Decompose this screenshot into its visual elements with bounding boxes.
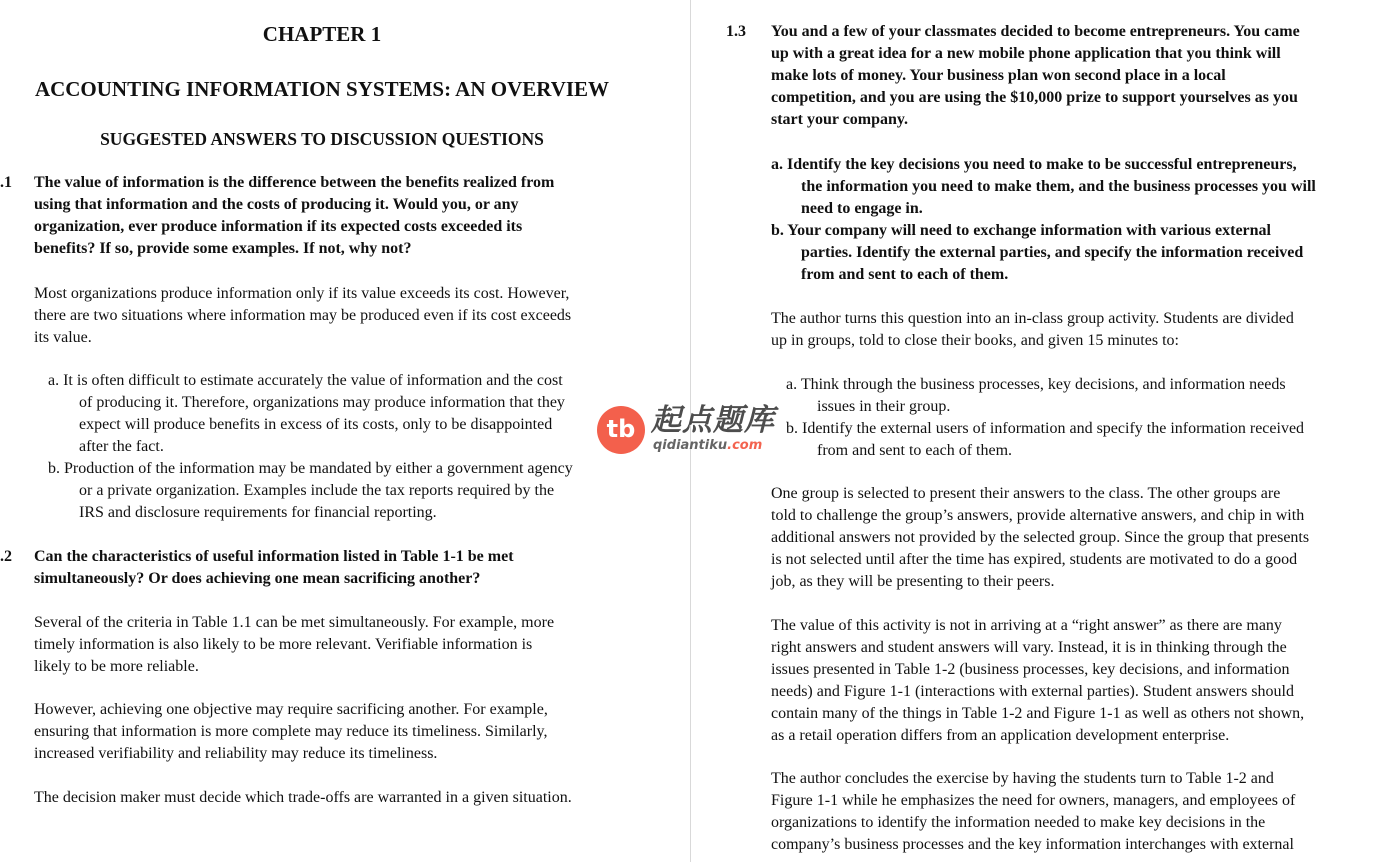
question-text-line: benefits? If so, provide some examples. If not, why not? [34, 240, 412, 257]
question-item-line: need to engage in. [801, 200, 923, 217]
answer-text-line: told to challenge the group’s answers, provide alternative answers, and chip in with [771, 507, 1305, 524]
answer-text-line: However, achieving one objective may require sacrificing another. For example, [34, 701, 548, 718]
question-item-line: a. Identify the key decisions you need to make to be successful entrepreneurs, [771, 156, 1297, 173]
answer-text-line: needs) and Figure 1-1 (interactions with external parties). Student answers should [771, 683, 1294, 700]
question-text-line: The value of information is the difference between the benefits realized from [34, 174, 555, 191]
answer-text-line: The value of this activity is not in arriving at a “right answer” as there are many [771, 617, 1282, 634]
question-text-line: simultaneously? Or does achieving one mean sacrificing another? [34, 570, 481, 587]
chapter-heading: CHAPTER 1 [262, 22, 382, 46]
list-item-line: after the fact. [79, 438, 164, 455]
answer-text-line: Figure 1-1 while he emphasizes the need for owners, managers, and employees of [771, 792, 1296, 809]
question-text-line: Can the characteristics of useful information listed in Table 1-1 be met [34, 548, 514, 565]
left-page [0, 0, 690, 862]
answer-text-line: The author concludes the exercise by having the students turn to Table 1-2 and [771, 770, 1274, 787]
list-item-line: a. Think through the business processes, key decisions, and information needs [786, 376, 1286, 393]
answer-text-line: Most organizations produce information only if its value exceeds its cost. However, [34, 285, 570, 302]
answer-text-line: is not selected until after the time has expired, students are motivated to do a good [771, 551, 1298, 568]
watermark-url-suffix: .com [727, 438, 763, 453]
list-item-line: issues in their group. [817, 398, 951, 415]
list-item-line: a. It is often difficult to estimate accurately the value of information and the cost [48, 372, 563, 389]
answer-text-line: up in groups, told to close their books, and given 15 minutes to: [771, 332, 1179, 349]
list-item-line: b. Production of the information may be mandated by either a government agency [48, 460, 573, 477]
answer-text-line: there are two situations where information may be produced even if its cost exceeds [34, 307, 572, 324]
answer-text-line: contain many of the things in Table 1-2 and Figure 1-1 as well as others not shown, [771, 705, 1305, 722]
watermark-brand: 起点题库 [651, 403, 775, 438]
answer-text-line: right answers and student answers will vary. Instead, it is in thinking through the [771, 639, 1287, 656]
list-item-line: of producing it. Therefore, organizations may produce information that they [79, 394, 565, 411]
list-item-line: or a private organization. Examples include the tax reports required by the [79, 482, 555, 499]
watermark-logo [597, 404, 807, 458]
question-text-line: start your company. [771, 111, 909, 128]
question-text-line: You and a few of your classmates decided to become entrepreneurs. You came [771, 23, 1300, 40]
section-subtitle: SUGGESTED ANSWERS TO DISCUSSION QUESTIONS [100, 129, 544, 149]
answer-text-line: issues presented in Table 1-2 (business processes, key decisions, and information [771, 661, 1290, 678]
answer-text-line: company’s business processes and the key information interchanges with external [771, 836, 1294, 853]
question-item-line: the information you need to make them, and the business processes you will [801, 178, 1316, 195]
list-item-line: from and sent to each of them. [817, 442, 1013, 459]
list-item-line: IRS and disclosure requirements for financial reporting. [79, 504, 437, 521]
question-item-line: from and sent to each of them. [801, 266, 1009, 283]
answer-text-line: increased verifiability and reliability may reduce its timeliness. [34, 745, 438, 762]
question-text-line: make lots of money. Your business plan won second place in a local [771, 67, 1226, 84]
question-item-line: parties. Identify the external parties, and specify the information received [801, 244, 1304, 261]
watermark-url-prefix: qidiantiku [653, 438, 728, 453]
list-item-line: expect will produce benefits in excess of its costs, only to be disappointed [79, 416, 553, 433]
answer-text-line: likely to be more reliable. [34, 658, 199, 675]
answer-text-line: Several of the criteria in Table 1.1 can be met simultaneously. For example, more [34, 614, 555, 631]
list-item-line: b. Identify the external users of information and specify the information received [786, 420, 1305, 437]
chapter-title: ACCOUNTING INFORMATION SYSTEMS: AN OVERVIEW [34, 77, 610, 101]
answer-text-line: organizations to identify the information needed to make key decisions in the [771, 814, 1266, 831]
answer-text-line: One group is selected to present their answers to the class. The other groups are [771, 485, 1281, 502]
question-text-line: competition, and you are using the $10,000 prize to support yourselves as you [771, 89, 1298, 106]
watermark-badge-icon: tb [597, 406, 645, 454]
answer-text-line: job, as they will be presenting to their peers. [771, 573, 1055, 590]
question-number: 1.3 [726, 23, 746, 40]
question-item-line: b. Your company will need to exchange information with various external [771, 222, 1271, 239]
question-text-line: up with a great idea for a new mobile phone application that you think will [771, 45, 1281, 62]
answer-text-line: additional answers not provided by the selected group. Since the group that presents [771, 529, 1310, 546]
answer-text-line: timely information is also likely to be more relevant. Verifiable information is [34, 636, 533, 653]
question-text-line: organization, ever produce information if its expected costs exceeded its [34, 218, 523, 235]
answer-text-line: The decision maker must decide which trade-offs are warranted in a given situation. [34, 789, 572, 806]
question-text-line: using that information and the costs of producing it. Would you, or any [34, 196, 519, 213]
answer-text-line: ensuring that information is more complete may reduce its timeliness. Similarly, [34, 723, 548, 740]
answer-text-line: as a retail operation differs from an application development enterprise. [771, 727, 1230, 744]
question-number: .2 [0, 548, 12, 565]
question-number: .1 [0, 174, 12, 191]
answer-text-line: its value. [34, 329, 92, 346]
watermark-url [653, 438, 762, 454]
answer-text-line: The author turns this question into an in-class group activity. Students are divided [771, 310, 1294, 327]
